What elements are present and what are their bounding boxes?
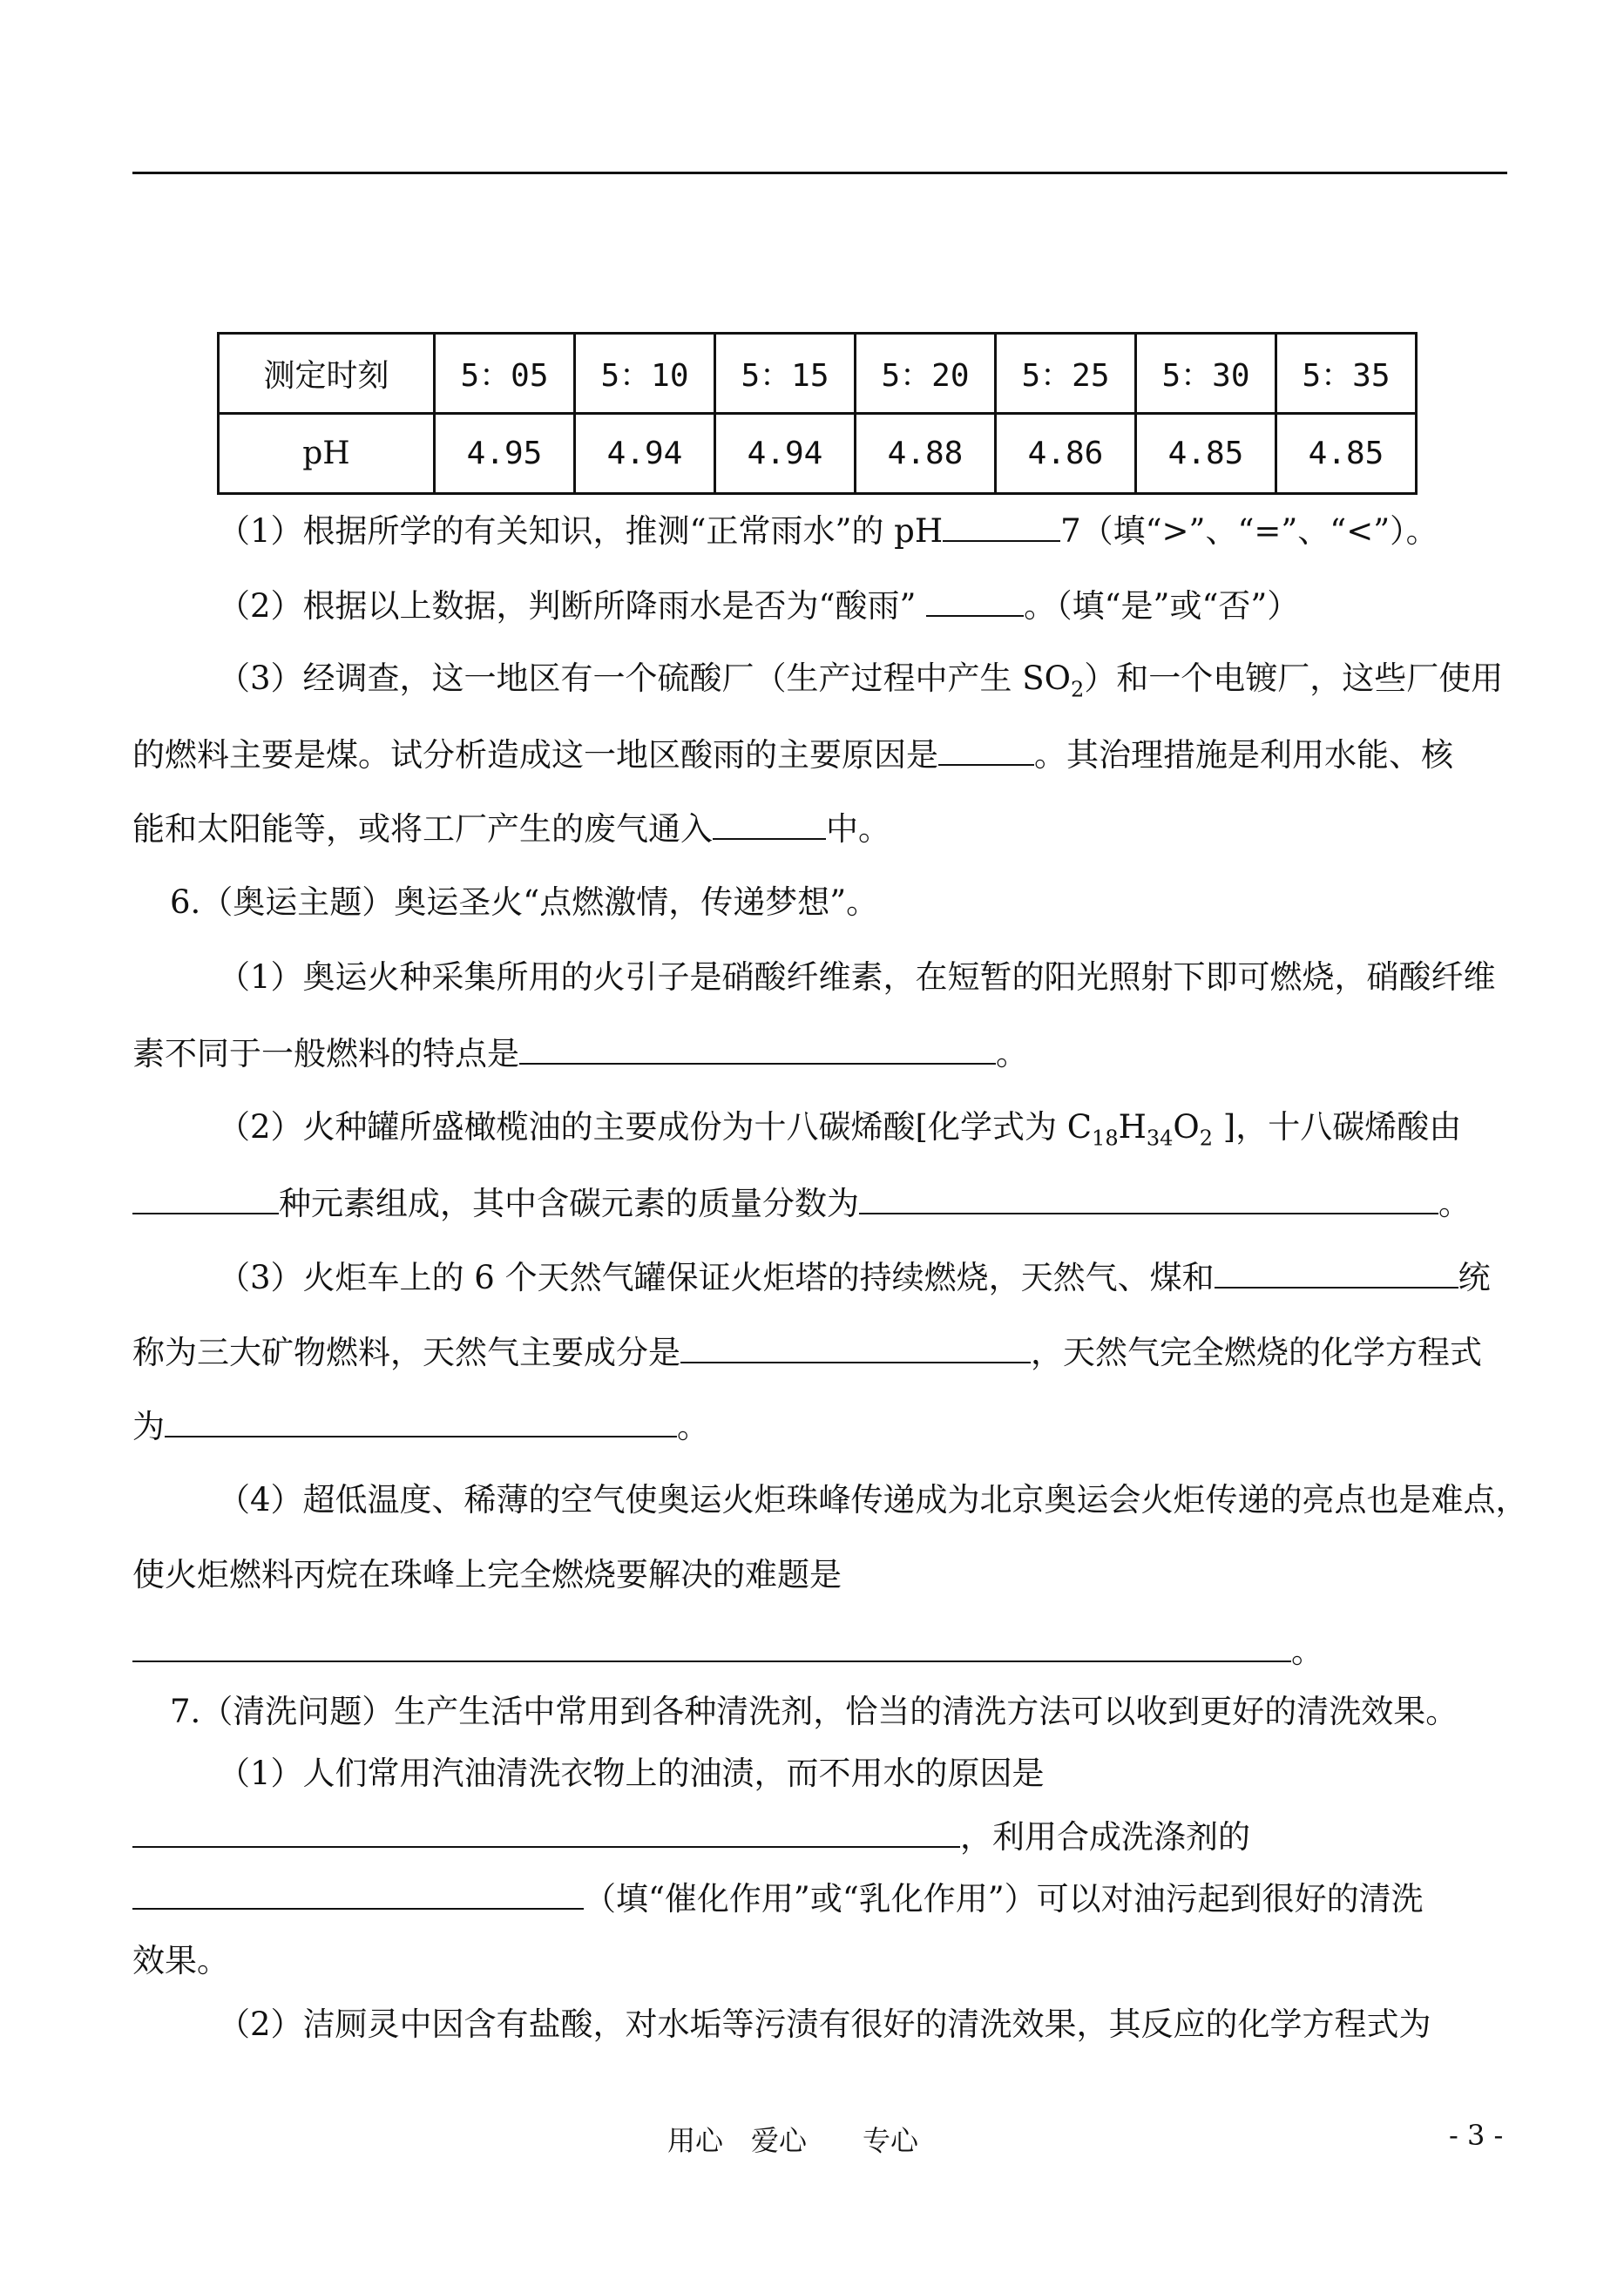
q6-part3-line3 <box>132 1404 1509 1448</box>
answer-blank[interactable] <box>132 1629 1291 1662</box>
q6-part1-text: 。 <box>996 1035 1028 1072</box>
q6-part3-text: 统 <box>1458 1259 1491 1296</box>
answer-blank[interactable] <box>519 1032 996 1065</box>
q5-part3-text: 的燃料主要是煤。试分析造成这一地区酸雨的主要原因是 <box>132 736 938 774</box>
time-cell: 5：35 <box>1276 334 1417 414</box>
subscript: 2 <box>1070 677 1085 702</box>
table-row-label: pH <box>219 414 435 494</box>
answer-blank[interactable] <box>132 1877 584 1910</box>
q5-part3-text: 能和太阳能等，或将工厂产生的废气通入 <box>132 810 713 848</box>
q5-part3-line1 <box>218 658 1594 710</box>
q7-part1-text: （填“催化作用”或“乳化作用”）可以对油污起到很好的清洗 <box>584 1880 1424 1918</box>
q6-part4-line2: 使火炬燃料丙烷在珠峰上完全燃烧要解决的难题是 <box>132 1556 842 1593</box>
ph-value-cell: 4.85 <box>1136 414 1276 494</box>
time-cell: 5：20 <box>856 334 996 414</box>
page-number: - 3 - <box>1449 2119 1504 2152</box>
time-cell: 5：10 <box>575 334 715 414</box>
q5-part3-text: ）和一个电镀厂，这些厂使用 <box>1084 659 1504 697</box>
time-cell: 5：25 <box>996 334 1136 414</box>
time-cell: 5：05 <box>435 334 575 414</box>
q5-part1-text-end: 7（填“>”、“=”、“<”）。 <box>1060 512 1438 550</box>
answer-blank[interactable] <box>1215 1255 1458 1289</box>
q6-part2-text: ]，十八碳烯酸由 <box>1213 1108 1462 1146</box>
answer-blank[interactable] <box>859 1181 1438 1214</box>
answer-blank[interactable] <box>132 1181 279 1214</box>
q5-part1-text: （1）根据所学的有关知识，推测“正常雨水”的 pH <box>218 512 944 550</box>
q6-part3-line2 <box>132 1330 1509 1374</box>
ph-value-cell: 4.86 <box>996 414 1136 494</box>
q7-part1-text: ，利用合成洗涤剂的 <box>960 1818 1250 1856</box>
q7-part1-line4: 效果。 <box>132 1942 229 1979</box>
q6-part3-text: 为 <box>132 1408 165 1445</box>
q7-part1-line1: （1）人们常用汽油清洗衣物上的油渍，而不用水的原因是 <box>218 1755 1045 1792</box>
q5-part2-text: （2）根据以上数据，判断所降雨水是否为“酸雨” <box>218 587 927 625</box>
q6-part2-text: （2）火种罐所盛橄榄油的主要成份为十八碳烯酸[化学式为 C <box>218 1108 1093 1146</box>
q6-part1-line1: （1）奥运火种采集所用的火引子是硝酸纤维素，在短暂的阳光照射下即可燃烧，硝酸纤维 <box>218 958 1496 996</box>
q5-part3-text: （3）经调查，这一地区有一个硫酸厂（生产过程中产生 SO <box>218 659 1071 697</box>
q6-part4-text: 。 <box>1291 1633 1323 1670</box>
ph-measurement-table <box>217 332 1418 495</box>
answer-blank[interactable] <box>926 584 1024 617</box>
q7-part1-line2 <box>132 1815 1509 1858</box>
q6-title: 6.（奥运主题）奥运圣火“点燃激情，传递梦想”。 <box>170 883 879 921</box>
q6-part4-line3 <box>132 1629 1509 1673</box>
q7-part1-line3 <box>132 1877 1509 1920</box>
answer-blank[interactable] <box>132 1815 960 1848</box>
q6-part3-text: ，天然气完全燃烧的化学方程式 <box>1031 1334 1482 1371</box>
subscript: 34 <box>1146 1126 1174 1151</box>
q5-part1 <box>218 509 1594 552</box>
ph-value-cell: 4.85 <box>1276 414 1417 494</box>
q5-part3-line2 <box>132 733 1509 776</box>
answer-blank[interactable] <box>943 509 1060 542</box>
formula-text: H <box>1118 1108 1147 1146</box>
answer-blank[interactable] <box>938 733 1034 766</box>
q5-part2 <box>218 584 1594 627</box>
table-row-times <box>219 334 1417 414</box>
ph-value-cell: 4.94 <box>715 414 856 494</box>
q7-part2-line1: （2）洁厕灵中因含有盐酸，对水垢等污渍有很好的清洗效果，其反应的化学方程式为 <box>218 2006 1431 2043</box>
header-rule <box>132 172 1507 174</box>
ph-value-cell: 4.88 <box>856 414 996 494</box>
answer-blank[interactable] <box>713 807 826 840</box>
q5-part3-text: 中。 <box>826 810 890 848</box>
q5-part3-text: 。其治理措施是利用水能、核 <box>1034 736 1453 774</box>
subscript: 2 <box>1199 1126 1214 1151</box>
q6-part3-line1 <box>218 1255 1594 1299</box>
q6-part2-line2 <box>132 1181 1509 1225</box>
q6-part4-line1: （4）超低温度、稀薄的空气使奥运火炬珠峰传递成为北京奥运会火炬传递的亮点也是难点， <box>218 1481 1528 1519</box>
answer-blank[interactable] <box>165 1404 677 1437</box>
table-header-cell: 测定时刻 <box>219 334 435 414</box>
formula-text: O <box>1173 1108 1200 1146</box>
subscript: 18 <box>1092 1126 1119 1151</box>
q7-title: 7.（清洗问题）生产生活中常用到各种清洗剂，恰当的清洗方法可以收到更好的清洗效果。 <box>170 1693 1458 1730</box>
q6-part3-text: 称为三大矿物燃料，天然气主要成分是 <box>132 1334 680 1371</box>
time-cell: 5：30 <box>1136 334 1276 414</box>
answer-blank[interactable] <box>680 1330 1031 1363</box>
q6-part1-text: 素不同于一般燃料的特点是 <box>132 1035 519 1072</box>
footer-motto: 用心 爱心 专心 <box>667 2124 919 2157</box>
q6-part2-text: 。 <box>1438 1185 1471 1222</box>
q6-part2-line1 <box>218 1106 1594 1159</box>
q5-part2-text-end: 。（填“是”或“否”） <box>1024 587 1300 625</box>
q5-part3-line3 <box>132 807 1509 850</box>
q6-part3-text: 。 <box>677 1408 709 1445</box>
time-cell: 5：15 <box>715 334 856 414</box>
ph-value-cell: 4.95 <box>435 414 575 494</box>
q6-part3-text: （3）火炬车上的 6 个天然气罐保证火炬塔的持续燃烧，天然气、煤和 <box>218 1259 1215 1296</box>
q6-part1-line2 <box>132 1032 1509 1075</box>
table-row-ph <box>219 414 1417 494</box>
q6-part2-text: 种元素组成，其中含碳元素的质量分数为 <box>279 1185 859 1222</box>
ph-value-cell: 4.94 <box>575 414 715 494</box>
